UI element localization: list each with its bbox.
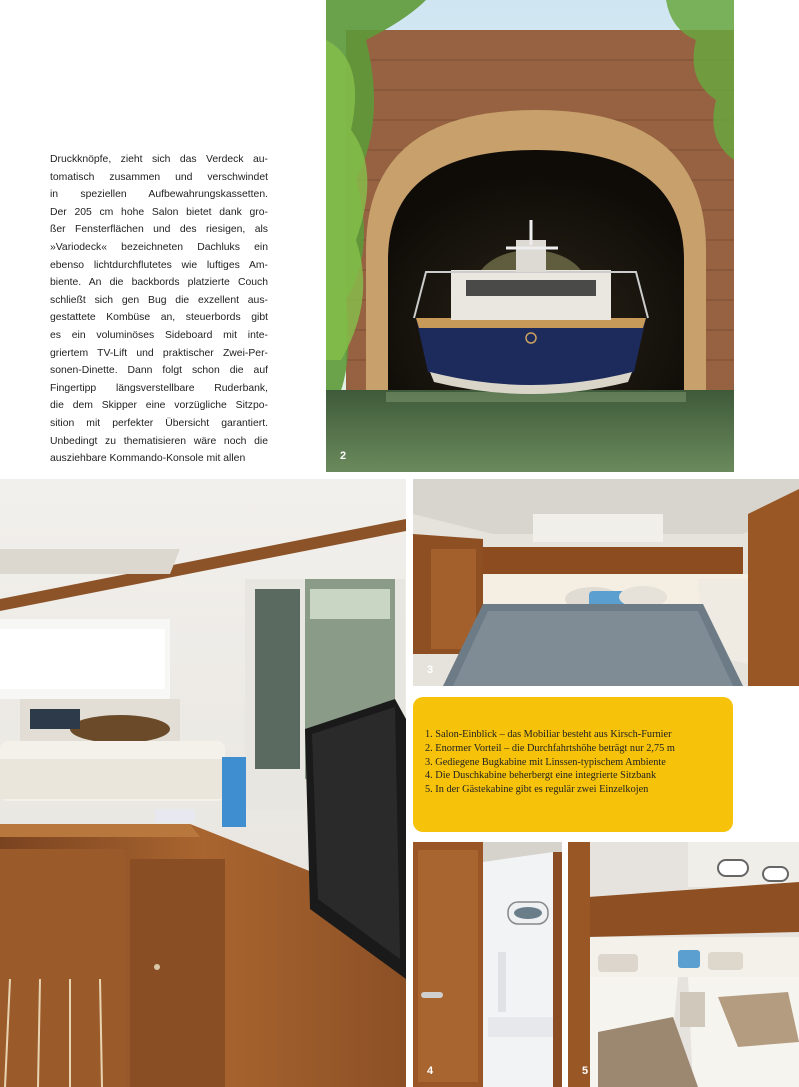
body-text-line: Der 205 cm hohe Salon bietet dank gro- (50, 206, 268, 218)
photo-number: 2 (340, 450, 347, 462)
caption-box (413, 697, 733, 832)
body-text-line: ßer Fensterflächen und des riesigen, als (50, 224, 268, 236)
photo-number: 3 (427, 664, 434, 676)
body-text-column (50, 151, 268, 468)
photo-guest-cabin (568, 842, 799, 1087)
body-text-line: tomatisch zusammen und verschwindet (50, 171, 268, 183)
body-text-line: biente. An die backbords platzierte Couch (50, 277, 268, 289)
photo-bow-cabin (413, 479, 799, 686)
body-text-line: griertem TV-Lift und praktischer Zwei-Per- (50, 347, 268, 359)
photo-tunnel-boat (326, 0, 734, 472)
photo-number: 5 (582, 1065, 589, 1077)
body-text-line: schließt sich gen Bug die exzellent aus- (50, 294, 268, 306)
photo-shower (413, 842, 562, 1087)
body-text-line: es ein voluminöses Sideboard mit inte- (50, 329, 268, 341)
caption-item: 3. Gediegene Bugkabine mit Linssen-typischem Ambiente (425, 756, 666, 768)
body-text-line: sition mit perfekter Übersicht garantiert. (50, 417, 268, 429)
photo-salon (0, 479, 406, 1087)
caption-item: 2. Enormer Vorteil – die Durchfahrtshöhe beträgt nur 2,75 m (425, 742, 675, 754)
body-text-line: Druckknöpfe, zieht sich das Verdeck au- (50, 154, 268, 165)
photo-number: 4 (427, 1065, 434, 1077)
caption-list (425, 728, 675, 797)
body-text-line: ebenso lichtdurchflutetes wie luftiges Am- (50, 259, 268, 271)
body-text-line: gestattete Kombüse an, steuerbords gibt (50, 312, 268, 324)
body-text-line: ausziehbare Kommando-Konsole mit allen (50, 453, 246, 465)
caption-item: 5. In der Gästekabine gibt es regulär zwei Einzelkojen (425, 784, 649, 796)
caption-item: 1. Salon-Einblick – das Mobiliar besteht aus Kirsch-Furnier (425, 729, 672, 740)
body-text-line: die dem Skipper eine vorzügliche Sitzpo- (50, 400, 268, 412)
body-text-line: sonen-Dinette. Dann folgt schon die auf (50, 365, 268, 377)
body-text-line: »Variodeck« bezeichneten Dachluks ein (50, 241, 268, 253)
body-text-line: in speziellen Aufbewahrungskassetten. (50, 189, 268, 201)
body-text-line: Unbedingt zu thematisieren wäre noch die (50, 435, 268, 447)
body-text-line: Fingertipp längsverstellbare Ruderbank, (50, 382, 268, 394)
caption-item: 4. Die Duschkabine beherbergt eine integrierte Sitzbank (425, 770, 657, 782)
